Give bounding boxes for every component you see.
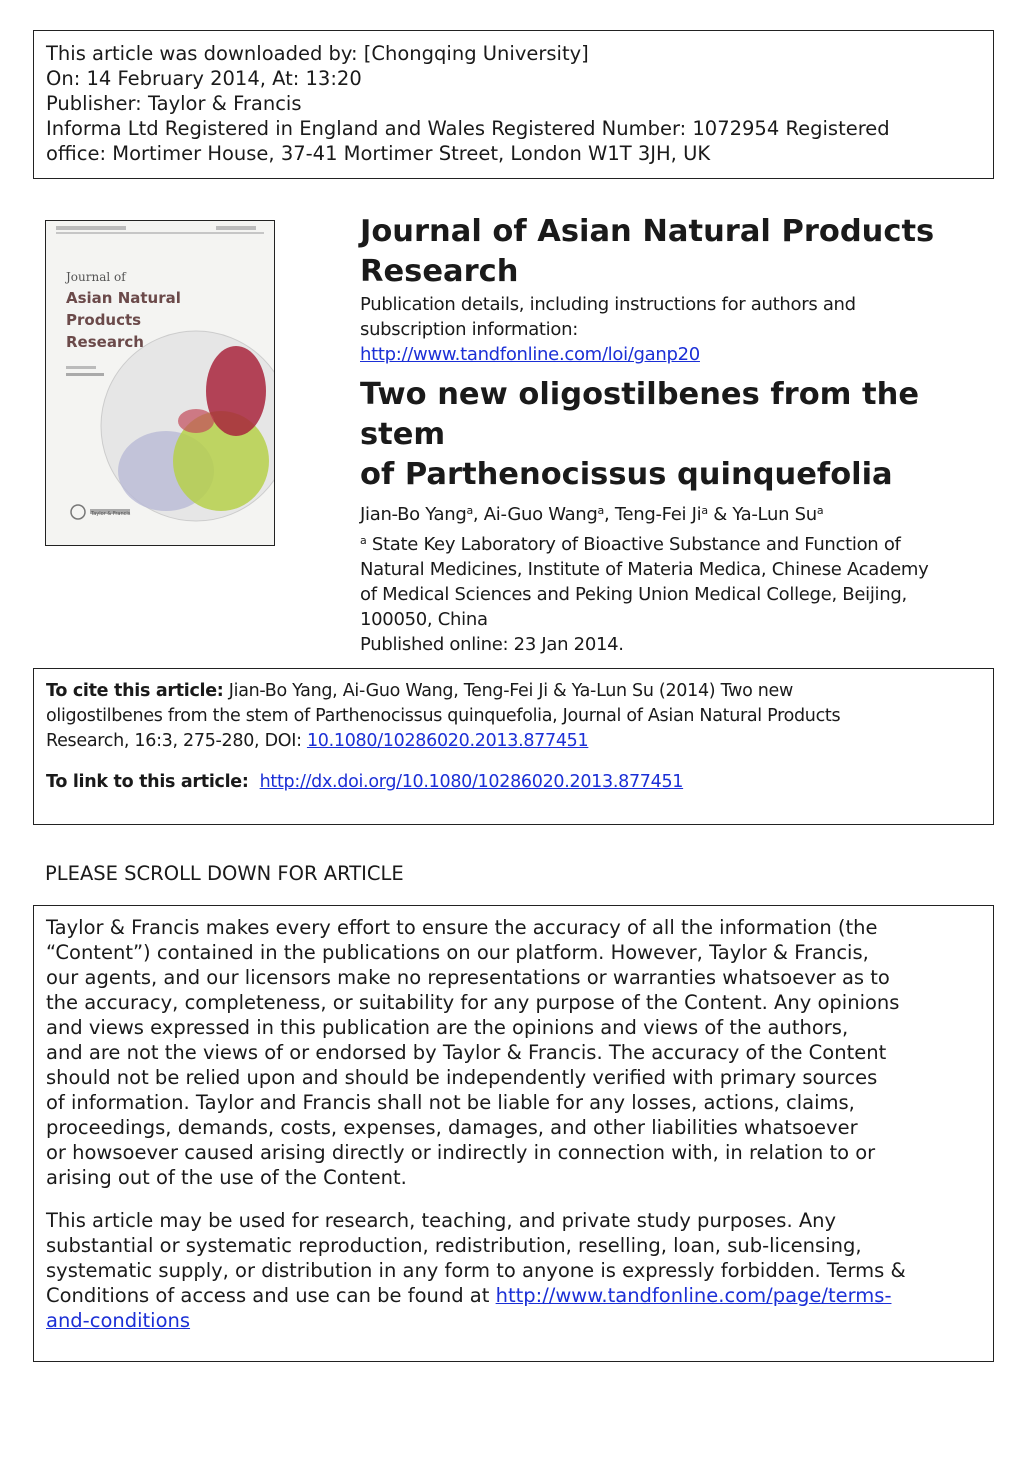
download-line: office: Mortimer House, 37-41 Mortimer Street, London W1T 3JH, UK <box>46 142 711 165</box>
published-date: Published online: 23 Jan 2014. <box>360 634 624 655</box>
cite-line: Research, 16:3, 275-280, DOI: <box>46 731 307 751</box>
download-line: This article was downloaded by: [Chongqing University] <box>46 42 589 65</box>
journal-cover-image <box>45 220 275 546</box>
author-name: Teng-Fei Ji <box>614 504 702 525</box>
citation-box <box>33 668 994 825</box>
terms-line: the accuracy, completeness, or suitability for any purpose of the Content. Any opinions <box>46 991 900 1014</box>
terms-line: our agents, and our licensors make no representations or warranties whatsoever as to <box>46 966 890 989</box>
cite-line: oligostilbenes from the stem of Parthenocissus quinquefolia, Journal of Asian Natural Products <box>46 706 841 726</box>
terms-line: and are not the views of or endorsed by Taylor & Francis. The accuracy of the Content <box>46 1041 887 1064</box>
download-line: On: 14 February 2014, At: 13:20 <box>46 67 362 90</box>
publication-details: Publication details, including instructions for authors and <box>360 294 856 315</box>
doi-link[interactable]: 10.1080/10286020.2013.877451 <box>306 731 589 751</box>
article-doi-url-link[interactable]: http://dx.doi.org/10.1080/10286020.2013.877451 <box>259 772 684 792</box>
journal-info <box>360 212 990 657</box>
author-name: Ai-Guo Wang <box>483 504 598 525</box>
affiliation <box>360 532 990 657</box>
authors <box>360 502 990 527</box>
terms-line: proceedings, demands, costs, expenses, damages, and other liabilities whatsoever <box>46 1116 858 1139</box>
affiliation-line: State Key Laboratory of Bioactive Substance and Function of <box>366 534 901 555</box>
cover-title-line: Asian Natural <box>66 289 181 307</box>
scroll-down-note: PLEASE SCROLL DOWN FOR ARTICLE <box>45 862 404 885</box>
terms-line: This article may be used for research, teaching, and private study purposes. Any <box>46 1209 837 1232</box>
author-sup: a <box>701 504 708 517</box>
cite-line: Jian-Bo Yang, Ai-Guo Wang, Teng-Fei Ji & Ya-Lun Su (2014) Two new <box>223 681 794 701</box>
terms-line: should not be relied upon and should be independently verified with primary sources <box>46 1066 878 1089</box>
cover-title-line: Products <box>66 311 142 329</box>
cover-title-line: Journal of <box>66 270 126 284</box>
author-sup: a <box>816 504 824 517</box>
journal-url-link[interactable]: http://www.tandfonline.com/loi/ganp20 <box>360 344 700 365</box>
terms-paragraph-2 <box>46 1208 981 1333</box>
journal-title-line: Journal of Asian Natural Products <box>360 214 935 249</box>
author-sup: a <box>597 504 604 517</box>
article-title <box>360 375 990 495</box>
article-title-line: Two new oligostilbenes from the stem <box>360 377 920 452</box>
cover-publisher-logo: Taylor & Francis <box>91 511 131 517</box>
cite-label: To cite this article: <box>46 681 224 701</box>
cover-title-line: Research <box>66 333 144 351</box>
link-label: To link to this article: <box>46 772 255 792</box>
citation-text <box>46 679 981 704</box>
terms-line: Taylor & Francis makes every effort to ensure the accuracy of all the information (the <box>46 916 878 939</box>
terms-box <box>33 905 994 1362</box>
download-line: Informa Ltd Registered in England and Wales Registered Number: 1072954 Registered <box>46 117 890 140</box>
author-separator: , <box>472 504 484 525</box>
terms-url-link-continued[interactable]: and-conditions <box>46 1309 191 1332</box>
author-sup: a <box>466 504 473 517</box>
author-name: Ya-Lun Su <box>732 504 817 525</box>
download-line: Publisher: Taylor & Francis <box>46 92 302 115</box>
affiliation-line: 100050, China <box>360 609 488 630</box>
affiliation-sup: a <box>360 534 367 547</box>
download-info-box <box>33 30 994 179</box>
terms-line: and views expressed in this publication are the opinions and views of the authors, <box>46 1016 849 1039</box>
terms-line: or howsoever caused arising directly or indirectly in connection with, in relation to or <box>46 1141 876 1164</box>
journal-title-line: Research <box>360 254 519 289</box>
author-separator: , <box>604 504 615 525</box>
terms-line: Conditions of access and use can be found at <box>46 1284 496 1307</box>
author-name: Jian-Bo Yang <box>360 504 467 525</box>
article-title-line: of Parthenocissus quinquefolia <box>360 457 893 492</box>
terms-line: substantial or systematic reproduction, redistribution, reselling, loan, sub-licensing, <box>46 1234 862 1257</box>
author-separator: & <box>707 504 733 525</box>
terms-paragraph-1 <box>46 915 981 1190</box>
terms-line: systematic supply, or distribution in any form to anyone is expressly forbidden. Terms & <box>46 1259 906 1282</box>
terms-line: arising out of the use of the Content. <box>46 1166 407 1189</box>
affiliation-line: Natural Medicines, Institute of Materia Medica, Chinese Academy <box>360 559 929 580</box>
terms-url-link[interactable]: http://www.tandfonline.com/page/terms- <box>495 1284 892 1307</box>
terms-line: of information. Taylor and Francis shall not be liable for any losses, actions, claims, <box>46 1091 855 1114</box>
terms-line: “Content”) contained in the publications on our platform. However, Taylor & Francis, <box>46 941 869 964</box>
affiliation-line: of Medical Sciences and Peking Union Medical College, Beijing, <box>360 584 907 605</box>
publication-details: subscription information: <box>360 319 578 340</box>
